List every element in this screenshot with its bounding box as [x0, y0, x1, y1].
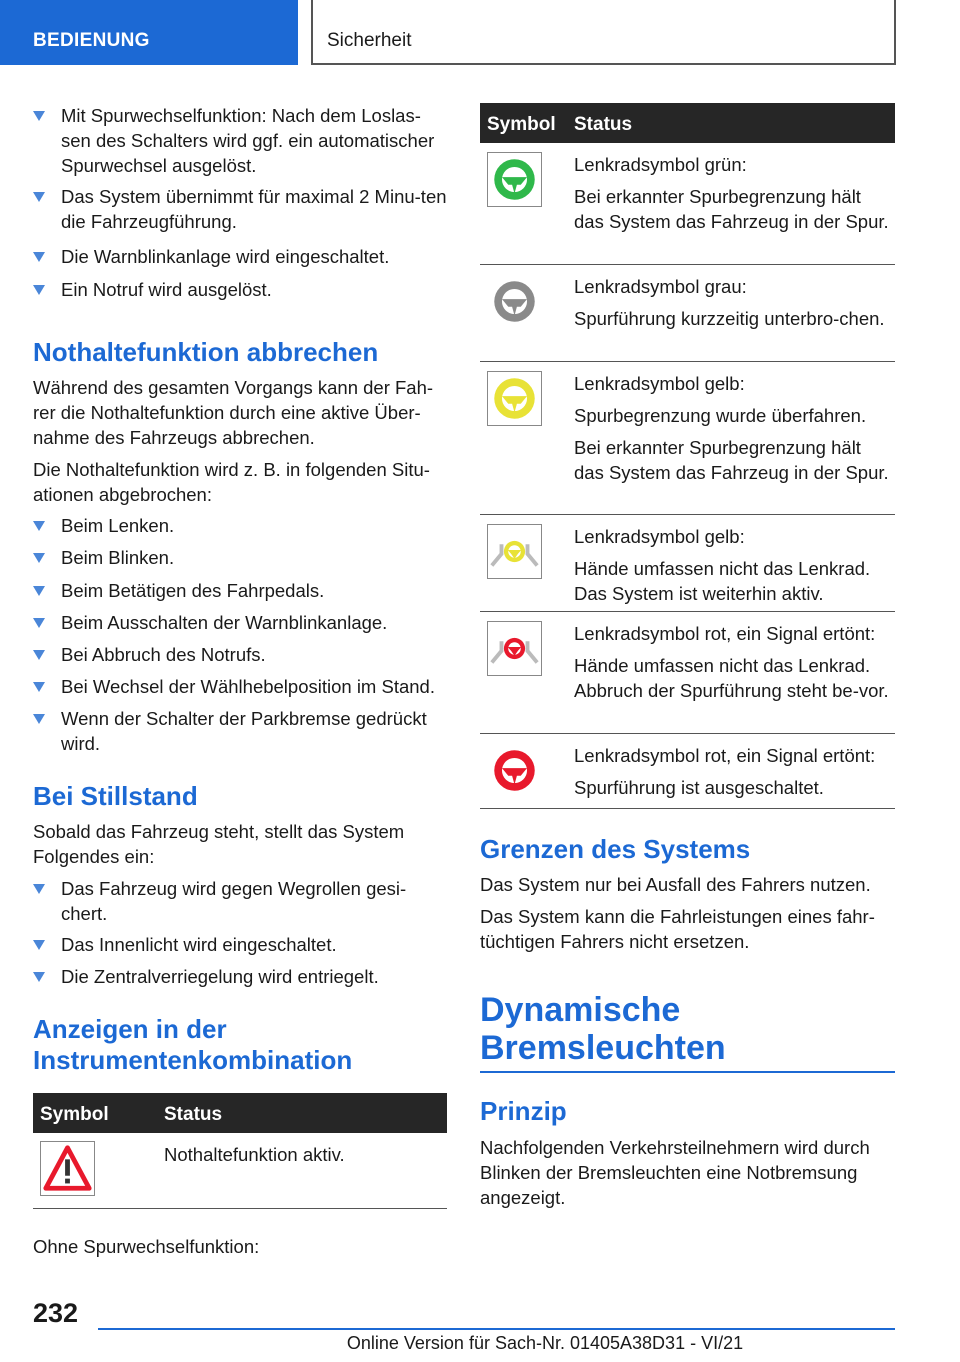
list-item: Das Fahrzeug wird gegen Wegrollen gesi-chert.: [33, 876, 447, 926]
footer-divider: [98, 1328, 895, 1330]
list-item: Bei Wechsel der Wählhebelposition im Stand.: [33, 674, 447, 699]
heading-bei-stillstand: Bei Stillstand: [33, 781, 198, 811]
status-text: Lenkradsymbol gelb: Hände umfassen nicht das Lenkrad. Das System ist weiterhin aktiv.: [574, 526, 871, 604]
list-item: Beim Lenken.: [33, 513, 447, 538]
steering-wheel-yellow-icon: [487, 371, 542, 426]
list-item: Ein Notruf wird ausgelöst.: [33, 277, 447, 302]
status-text: Lenkradsymbol rot, ein Signal ertönt: Spurführung ist ausgeschaltet.: [574, 745, 876, 798]
warning-triangle-icon: [40, 1141, 95, 1196]
footer-text: Online Version für Sach-Nr. 01405A38D31 - VI/21: [346, 1333, 744, 1353]
bullet-triangle-icon: [33, 586, 45, 596]
paragraph: Die Nothaltefunktion wird z. B. in folgenden Situ-ationen abgebrochen:: [33, 459, 430, 505]
status-text: Lenkradsymbol grau: Spurführung kurzzeitig unterbro-chen.: [574, 276, 885, 329]
table-header: [480, 103, 895, 143]
bullet-triangle-icon: [33, 884, 45, 894]
list-item: Beim Ausschalten der Warnblinkanlage.: [33, 610, 447, 635]
bullet-triangle-icon: [33, 940, 45, 950]
bullet-triangle-icon: [33, 618, 45, 628]
hands-off-red-icon: [487, 621, 542, 676]
bullet-triangle-icon: [33, 285, 45, 295]
bullet-triangle-icon: [33, 714, 45, 724]
column-header-status: Status: [164, 1104, 223, 1125]
paragraph: Das System kann die Fahrleistungen eines fahr-tüchtigen Fahrers nicht ersetzen.: [480, 906, 875, 952]
list-item: Beim Blinken.: [33, 545, 447, 570]
bullet-triangle-icon: [33, 972, 45, 982]
status-text: Lenkradsymbol grün: Bei erkannter Spurbegrenzung hält das System das Fahrzeug in der Spur.: [574, 154, 889, 232]
paragraph: Das System nur bei Ausfall des Fahrers nutzen.: [480, 874, 871, 895]
steering-wheel-grey-icon: [487, 274, 542, 329]
paragraph: Nachfolgenden Verkehrsteilnehmern wird durch Blinken der Bremsleuchten eine Notbremsung angezeigt.: [480, 1137, 870, 1208]
paragraph: Sobald das Fahrzeug steht, stellt das System Folgendes ein:: [33, 821, 405, 867]
bullet-triangle-icon: [33, 192, 45, 202]
column-header-symbol: Symbol: [487, 114, 556, 135]
list-item: Das Innenlicht wird eingeschaltet.: [33, 932, 447, 957]
table-row: [480, 265, 895, 362]
list-item: Das System übernimmt für maximal 2 Minu-ten die Fahrzeugführung.: [33, 184, 447, 234]
section-tab: BEDIENUNG: [0, 0, 298, 65]
list-item: Beim Betätigen des Fahrpedals.: [33, 578, 447, 603]
paragraph: Ohne Spurwechselfunktion:: [33, 1236, 260, 1257]
table-row: [480, 734, 895, 809]
paragraph: Während des gesamten Vorgangs kann der Fah-rer die Nothaltefunktion durch eine aktive Über-nahme des Fahrzeugs abbrechen.: [33, 377, 434, 448]
table-header: [33, 1093, 447, 1133]
list-item: Bei Abbruch des Notrufs.: [33, 642, 447, 667]
page-title: Sicherheit: [311, 0, 896, 65]
table-row: [33, 1133, 447, 1209]
bullet-triangle-icon: [33, 252, 45, 262]
column-header-symbol: Symbol: [40, 1104, 109, 1125]
steering-wheel-green-icon: [487, 152, 542, 207]
table-cell-status: Nothaltefunktion aktiv.: [164, 1144, 345, 1165]
heading-anzeigen: Anzeigen in der Instrumentenkombination: [33, 1014, 353, 1075]
column-header-status: Status: [574, 114, 633, 135]
bullet-triangle-icon: [33, 111, 45, 121]
table-row: [480, 143, 895, 265]
list-item: Die Zentralverriegelung wird entriegelt.: [33, 964, 447, 989]
list-item: Mit Spurwechselfunktion: Nach dem Loslas-sen des Schalters wird ggf. ein automatischer Spurwechsel ausgelöst.: [33, 103, 447, 178]
heading-grenzen-des-systems: Grenzen des Systems: [480, 834, 751, 864]
table-row: [480, 362, 895, 515]
page-number: 232: [33, 1298, 79, 1328]
status-text: Lenkradsymbol gelb: Spurbegrenzung wurde überfahren. Bei erkannter Spurbegrenzung hält das System das Fahrzeug in der Spur.: [574, 373, 889, 483]
list-item: Die Warnblinkanlage wird eingeschaltet.: [33, 244, 447, 269]
table-row: [480, 612, 895, 734]
bullet-triangle-icon: [33, 521, 45, 531]
hands-off-yellow-icon: [487, 524, 542, 579]
status-text: Lenkradsymbol rot, ein Signal ertönt: Hände umfassen nicht das Lenkrad. Abbruch der Spurführung steht be-vor.: [574, 623, 889, 701]
bullet-triangle-icon: [33, 650, 45, 660]
heading-prinzip: Prinzip: [480, 1096, 567, 1126]
steering-wheel-red-icon: [487, 743, 542, 798]
list-item: Wenn der Schalter der Parkbremse gedrückt wird.: [33, 706, 447, 756]
table-row: [480, 515, 895, 612]
heading-dynamische-bremsleuchten: Dynamische Bremsleuchten: [480, 991, 895, 1073]
bullet-triangle-icon: [33, 682, 45, 692]
bullet-triangle-icon: [33, 553, 45, 563]
heading-nothaltefunktion-abbrechen: Nothaltefunktion abbrechen: [33, 337, 379, 367]
